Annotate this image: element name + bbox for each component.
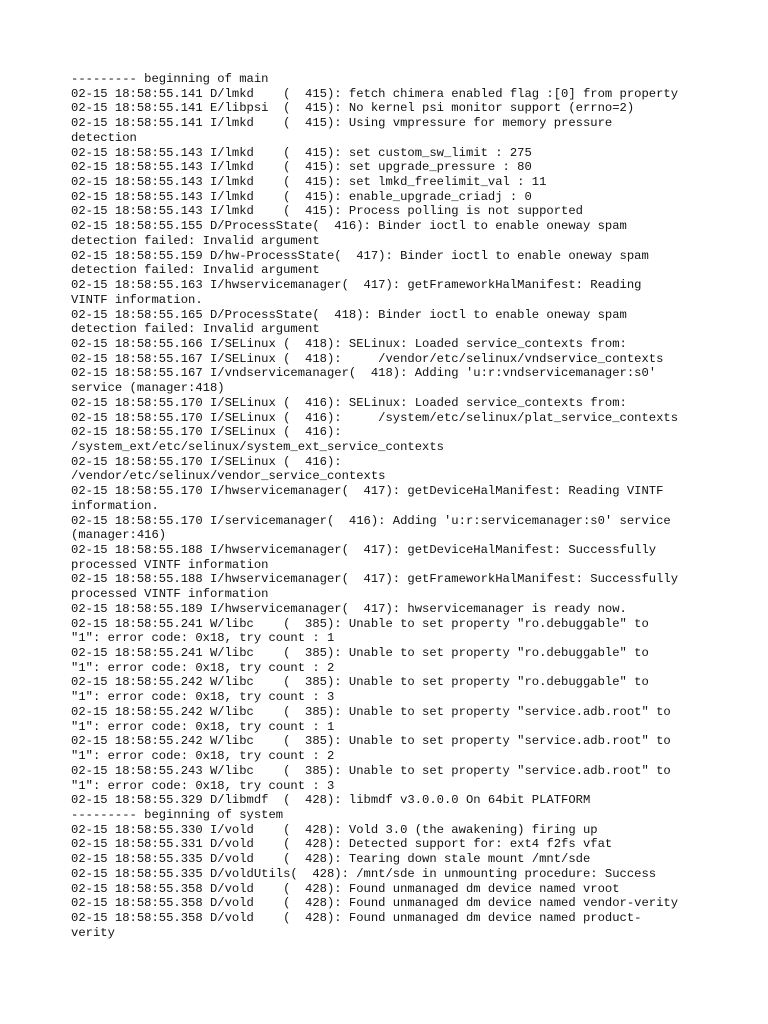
log-line: 02-15 18:58:55.143 I/lmkd ( 415): set upgrade_pressure : 80 <box>71 160 532 175</box>
log-line: 02-15 18:58:55.330 I/vold ( 428): Vold 3.0 (the awakening) firing up <box>71 822 598 837</box>
log-line: 02-15 18:58:55.242 W/libc ( 385): Unable to set property "service.adb.root" to <box>71 734 671 749</box>
log-line: 02-15 18:58:55.163 I/hwservicemanager( 417): getFrameworkHalManifest: Reading <box>71 278 642 293</box>
log-line: 02-15 18:58:55.167 I/vndservicemanager( 418): Adding 'u:r:vndservicemanager:s0' <box>71 366 657 381</box>
log-line: "1": error code: 0x18, try count : 2 <box>71 749 335 764</box>
log-line: "1": error code: 0x18, try count : 3 <box>71 778 335 793</box>
log-text <box>71 72 711 940</box>
log-line: 02-15 18:58:55.143 I/lmkd ( 415): Process polling is not supported <box>71 204 583 219</box>
log-line: /vendor/etc/selinux/vendor_service_contexts <box>71 469 386 484</box>
log-line: 02-15 18:58:55.143 I/lmkd ( 415): set lmkd_freelimit_val : 11 <box>71 175 547 190</box>
log-line: "1": error code: 0x18, try count : 1 <box>71 719 335 734</box>
log-line: 02-15 18:58:55.141 E/libpsi ( 415): No kernel psi monitor support (errno=2) <box>71 101 635 116</box>
log-line: 02-15 18:58:55.166 I/SELinux ( 418): SELinux: Loaded service_contexts from: <box>71 336 627 351</box>
log-line: 02-15 18:58:55.170 I/SELinux ( 416): SELinux: Loaded service_contexts from: <box>71 395 627 410</box>
log-line: /system_ext/etc/selinux/system_ext_service_contexts <box>71 439 444 454</box>
log-line: --------- beginning of system <box>71 807 284 822</box>
log-line: 02-15 18:58:55.167 I/SELinux ( 418): /vendor/etc/selinux/vndservice_contexts <box>71 351 664 366</box>
log-line: 02-15 18:58:55.165 D/ProcessState( 418): Binder ioctl to enable oneway spam <box>71 307 627 322</box>
log-line: 02-15 18:58:55.143 I/lmkd ( 415): enable_upgrade_criadj : 0 <box>71 189 532 204</box>
log-line: detection <box>71 130 137 145</box>
log-line: 02-15 18:58:55.241 W/libc ( 385): Unable to set property "ro.debuggable" to <box>71 616 649 631</box>
log-line: 02-15 18:58:55.358 D/vold ( 428): Found unmanaged dm device named product- <box>71 910 642 925</box>
log-line: 02-15 18:58:55.170 I/SELinux ( 416): <box>71 425 342 440</box>
log-line: 02-15 18:58:55.331 D/vold ( 428): Detected support for: ext4 f2fs vfat <box>71 837 613 852</box>
log-line: 02-15 18:58:55.170 I/servicemanager( 416): Adding 'u:r:servicemanager:s0' service <box>71 513 671 528</box>
log-line: 02-15 18:58:55.335 D/vold ( 428): Tearing down stale mount /mnt/sde <box>71 852 591 867</box>
log-line: 02-15 18:58:55.358 D/vold ( 428): Found unmanaged dm device named vendor-verity <box>71 896 679 911</box>
log-line: processed VINTF information <box>71 557 269 572</box>
log-line: detection failed: Invalid argument <box>71 263 320 278</box>
log-line: 02-15 18:58:55.188 I/hwservicemanager( 417): getDeviceHalManifest: Successfully <box>71 543 657 557</box>
log-line: 02-15 18:58:55.159 D/hw-ProcessState( 417): Binder ioctl to enable oneway spam <box>71 248 649 263</box>
log-line: service (manager:418) <box>71 381 225 396</box>
log-line: 02-15 18:58:55.143 I/lmkd ( 415): set custom_sw_limit : 275 <box>71 145 532 160</box>
log-line: 02-15 18:58:55.329 D/libmdf ( 428): libmdf v3.0.0.0 On 64bit PLATFORM <box>71 793 591 808</box>
log-line: (manager:416) <box>71 528 167 543</box>
log-line: detection failed: Invalid argument <box>71 322 320 337</box>
log-line: --------- beginning of main <box>71 72 269 86</box>
log-line: 02-15 18:58:55.170 I/SELinux ( 416): /system/etc/selinux/plat_service_contexts <box>71 410 679 425</box>
log-line: 02-15 18:58:55.243 W/libc ( 385): Unable to set property "service.adb.root" to <box>71 763 671 778</box>
log-line: "1": error code: 0x18, try count : 1 <box>71 631 335 646</box>
log-line: "1": error code: 0x18, try count : 2 <box>71 660 335 675</box>
log-line: "1": error code: 0x18, try count : 3 <box>71 690 335 705</box>
log-line: information. <box>71 498 159 513</box>
log-line: verity <box>71 925 115 940</box>
log-line: VINTF information. <box>71 292 203 307</box>
log-line: 02-15 18:58:55.155 D/ProcessState( 416): Binder ioctl to enable oneway spam <box>71 219 627 234</box>
log-line: 02-15 18:58:55.242 W/libc ( 385): Unable to set property "ro.debuggable" to <box>71 675 649 690</box>
log-line: 02-15 18:58:55.189 I/hwservicemanager( 417): hwservicemanager is ready now. <box>71 601 627 616</box>
log-line: 02-15 18:58:55.188 I/hwservicemanager( 417): getFrameworkHalManifest: Successfully <box>71 572 679 587</box>
log-line: 02-15 18:58:55.170 I/hwservicemanager( 417): getDeviceHalManifest: Reading VINTF <box>71 484 664 499</box>
log-line: 02-15 18:58:55.141 D/lmkd ( 415): fetch chimera enabled flag :[0] from property <box>71 86 679 101</box>
log-line: 02-15 18:58:55.170 I/SELinux ( 416): <box>71 454 342 469</box>
log-line: 02-15 18:58:55.335 D/voldUtils( 428): /mnt/sde in unmounting procedure: Success <box>71 866 657 881</box>
log-line: 02-15 18:58:55.141 I/lmkd ( 415): Using vmpressure for memory pressure <box>71 116 613 131</box>
log-line: detection failed: Invalid argument <box>71 233 320 248</box>
log-line: processed VINTF information <box>71 587 269 602</box>
log-line: 02-15 18:58:55.358 D/vold ( 428): Found unmanaged dm device named vroot <box>71 881 620 896</box>
log-line: 02-15 18:58:55.241 W/libc ( 385): Unable to set property "ro.debuggable" to <box>71 646 649 661</box>
log-line: 02-15 18:58:55.242 W/libc ( 385): Unable to set property "service.adb.root" to <box>71 704 671 719</box>
